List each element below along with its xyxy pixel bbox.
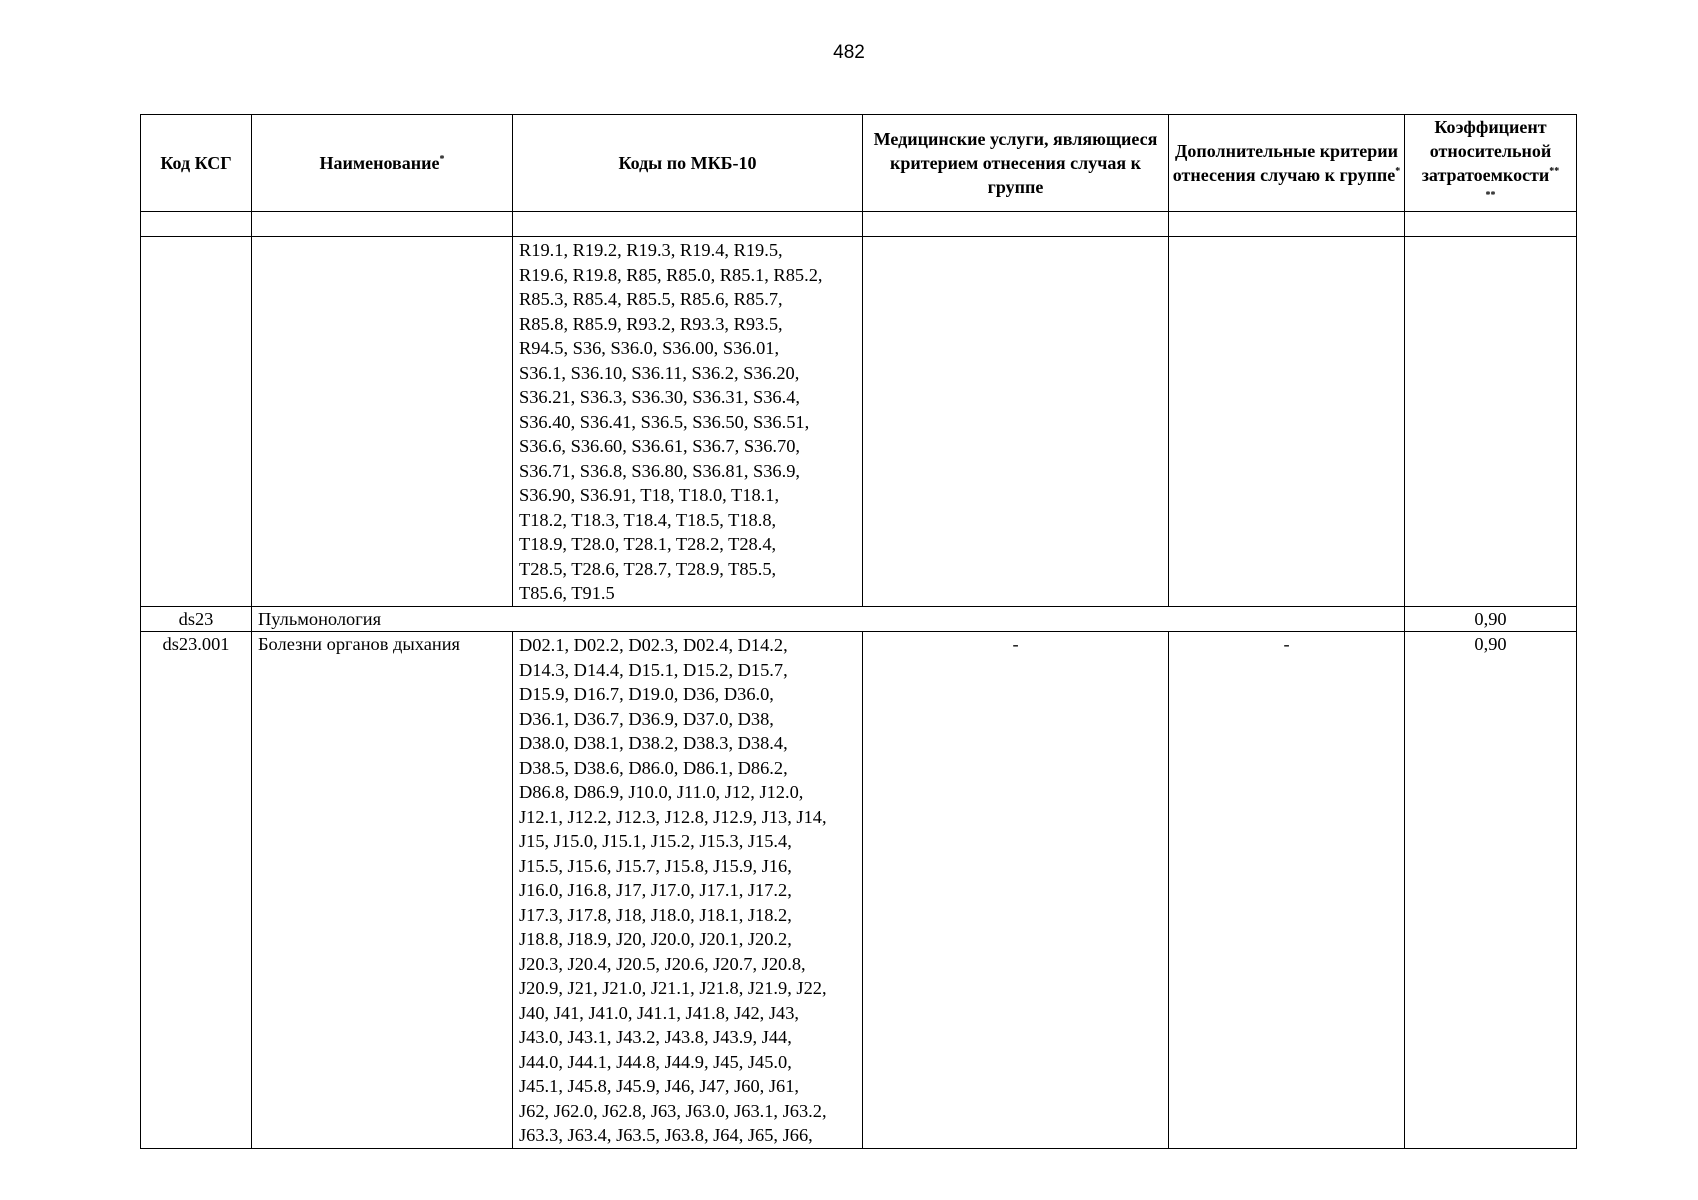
- mkb-line: J15, J15.0, J15.1, J15.2, J15.3, J15.4,: [519, 831, 792, 851]
- header-coefficient: Коэффициент относительной затратоемкости** **: [1405, 115, 1577, 212]
- mkb-line: R94.5, S36, S36.0, S36.00, S36.01,: [519, 338, 780, 358]
- mkb-line: S36.21, S36.3, S36.30, S36.31, S36.4,: [519, 387, 801, 407]
- spacer-row: [141, 212, 1577, 237]
- services-cell: [863, 237, 1169, 607]
- mkb-line: S36.6, S36.60, S36.61, S36.7, S36.70,: [519, 436, 801, 456]
- mkb-line: D15.9, D16.7, D19.0, D36, D36.0,: [519, 684, 774, 704]
- profile-name-cell: Пульмонология: [252, 606, 1405, 632]
- mkb-line: T28.5, T28.6, T28.7, T28.9, T85.5,: [519, 558, 777, 579]
- footnote-mark: **: [1549, 166, 1560, 177]
- mkb-line: J43.0, J43.1, J43.2, J43.8, J43.9, J44,: [519, 1027, 792, 1047]
- ksg-name-cell: Болезни органов дыхания: [252, 632, 513, 1149]
- mkb-line: D86.8, D86.9, J10.0, J11.0, J12, J12.0,: [519, 782, 804, 802]
- ksg-table: [140, 114, 1577, 1149]
- mkb-line: J16.0, J16.8, J17, J17.0, J17.1, J17.2,: [519, 880, 792, 900]
- footnote-mark: **: [1485, 190, 1496, 201]
- mkb-line: J40, J41, J41.0, J41.1, J41.8, J42, J43,: [519, 1002, 799, 1023]
- page-number: 482: [833, 42, 865, 63]
- header-extra-criteria: Дополнительные критерии отнесения случаю к группе*: [1169, 115, 1405, 212]
- table-row: [141, 632, 1577, 1149]
- mkb-line: J63.3, J63.4, J63.5, J63.8, J64, J65, J66,: [519, 1125, 813, 1145]
- profile-row: [141, 606, 1577, 632]
- mkb-line: J44.0, J44.1, J44.8, J44.9, J45, J45.0,: [519, 1051, 792, 1072]
- coefficient-cell: 0,90: [1405, 632, 1577, 1149]
- mkb-line: R85.3, R85.4, R85.5, R85.6, R85.7,: [519, 289, 783, 309]
- mkb-line: D36.1, D36.7, D36.9, D37.0, D38,: [519, 708, 774, 729]
- mkb-line: R19.6, R19.8, R85, R85.0, R85.1, R85.2,: [519, 264, 823, 285]
- mkb-line: T85.6, T91.5: [519, 583, 615, 603]
- mkb-line: J17.3, J17.8, J18, J18.0, J18.1, J18.2,: [519, 904, 792, 925]
- header-mkb: Коды по МКБ-10: [513, 115, 863, 212]
- header-name: Наименование*: [252, 115, 513, 212]
- mkb-line: S36.1, S36.10, S36.11, S36.2, S36.20,: [519, 362, 800, 383]
- ksg-name-cell: [252, 237, 513, 607]
- extra-criteria-cell: -: [1169, 632, 1405, 1149]
- mkb-line: S36.40, S36.41, S36.5, S36.50, S36.51,: [519, 411, 810, 432]
- mkb-line: J20.9, J21, J21.0, J21.1, J21.8, J21.9, J22,: [519, 978, 827, 998]
- mkb-line: T18.9, T28.0, T28.1, T28.2, T28.4,: [519, 534, 777, 554]
- mkb-line: J15.5, J15.6, J15.7, J15.8, J15.9, J16,: [519, 855, 792, 876]
- ksg-code-cell: ds23: [141, 606, 252, 632]
- mkb-codes-cell: [513, 237, 863, 607]
- services-cell: -: [863, 632, 1169, 1149]
- mkb-line: S36.71, S36.8, S36.80, S36.81, S36.9,: [519, 460, 801, 481]
- ksg-code-cell: ds23.001: [141, 632, 252, 1149]
- mkb-line: D14.3, D14.4, D15.1, D15.2, D15.7,: [519, 659, 788, 680]
- mkb-line: R85.8, R85.9, R93.2, R93.3, R93.5,: [519, 313, 783, 334]
- header-code: Код КСГ: [141, 115, 252, 212]
- mkb-line: S36.90, S36.91, T18, T18.0, T18.1,: [519, 485, 780, 505]
- mkb-codes-cell: [513, 632, 863, 1149]
- mkb-line: D38.0, D38.1, D38.2, D38.3, D38.4,: [519, 733, 788, 753]
- mkb-line: D38.5, D38.6, D86.0, D86.1, D86.2,: [519, 757, 788, 778]
- mkb-line: D02.1, D02.2, D02.3, D02.4, D14.2,: [519, 635, 788, 655]
- coefficient-cell: [1405, 237, 1577, 607]
- mkb-line: J18.8, J18.9, J20, J20.0, J20.1, J20.2,: [519, 929, 792, 949]
- header-services: Медицинские услуги, являющиеся критерием отнесения случая к группе: [863, 115, 1169, 212]
- ksg-code-cell: [141, 237, 252, 607]
- mkb-line: J45.1, J45.8, J45.9, J46, J47, J60, J61,: [519, 1076, 799, 1096]
- mkb-line: T18.2, T18.3, T18.4, T18.5, T18.8,: [519, 509, 777, 530]
- mkb-line: R19.1, R19.2, R19.3, R19.4, R19.5,: [519, 240, 783, 260]
- table-row: [141, 237, 1577, 607]
- mkb-line: J12.1, J12.2, J12.3, J12.8, J12.9, J13, J14,: [519, 806, 827, 827]
- extra-criteria-cell: [1169, 237, 1405, 607]
- mkb-line: J20.3, J20.4, J20.5, J20.6, J20.7, J20.8,: [519, 953, 806, 974]
- footnote-mark: *: [439, 154, 445, 165]
- mkb-line: J62, J62.0, J62.8, J63, J63.0, J63.1, J63.2,: [519, 1100, 827, 1121]
- table-header-row: [141, 115, 1577, 212]
- footnote-mark: *: [1395, 166, 1401, 177]
- coefficient-cell: 0,90: [1405, 606, 1577, 632]
